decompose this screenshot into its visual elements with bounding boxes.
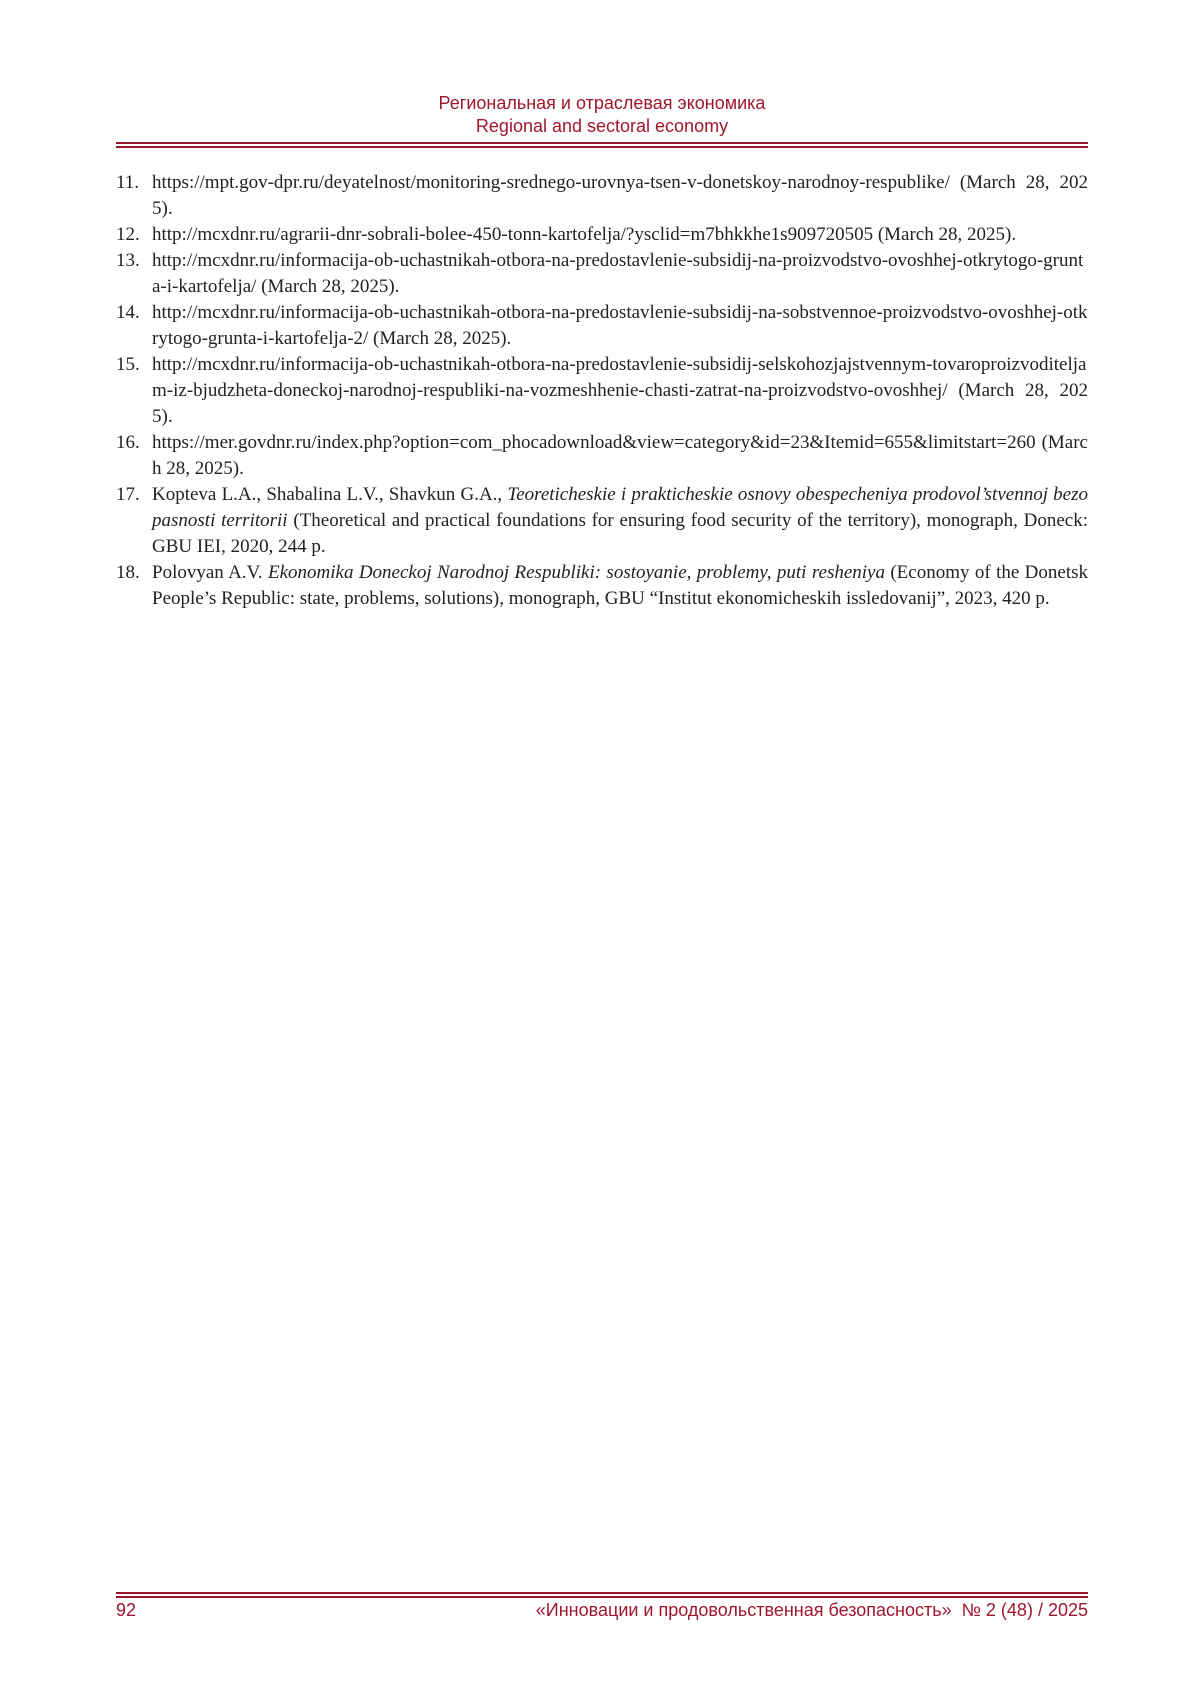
page-number: 92 [116, 1600, 137, 1620]
reference-authors: Kopteva L.A., Shabalina L.V., Shavkun G.A., [152, 484, 508, 505]
reference-number: 14. [116, 302, 140, 323]
reference-text: https://mer.govdnr.ru/index.php?option=com_phocadownload&view=category&id=23&Itemid=655&limitstart=260 (March 28, 2025). [152, 432, 1088, 479]
reference-text: http://mcxdnr.ru/agrarii-dnr-sobrali-bolee-450-tonn-kartofelja/?ysclid=m7bhkkhe1s909720505 (March 28, 2025). [152, 224, 1017, 245]
reference-item [116, 222, 1088, 248]
reference-item [116, 430, 1088, 482]
reference-text [152, 560, 1088, 612]
reference-number: 13. [116, 250, 140, 271]
journal-title: «Инновации и продовольственная безопасность» № 2 (48) / 2025 [535, 1600, 1088, 1620]
reference-item [116, 352, 1088, 430]
reference-number: 17. [116, 484, 140, 505]
reference-text: http://mcxdnr.ru/informacija-ob-uchastnikah-otbora-na-predostavlenie-subsidij-na-proizvodstvo-ovoshhej-otkrytogo-grunta-i-kartofelja/ (March 28, 2025). [152, 250, 1084, 297]
reference-authors: Polovyan A.V. [152, 562, 268, 583]
header-divider [116, 142, 1088, 148]
reference-text [152, 482, 1088, 560]
reference-title: Teoreticheskie i prakticheskie osnovy obespecheniya prodovol’stvennoj bezopasnosti territorii [152, 484, 1088, 531]
reference-number: 16. [116, 432, 140, 453]
reference-text: https://mpt.gov-dpr.ru/deyatelnost/monitoring-srednego-urovnya-tsen-v-donetskoy-narodnoy-respublike/ (March 28, 2025). [152, 172, 1088, 219]
reference-details: (Theoretical and practical foundations for ensuring food security of the territory), monograph, Doneck: GBU IEI, 2020, 244 p. [152, 510, 1089, 557]
reference-details: (Economy of the Donetsk People’s Republic: state, problems, solutions), monograph, GBU “Institut ekonomicheskih issledovanij”, 2023, 420 p. [152, 562, 1088, 609]
reference-text: http://mcxdnr.ru/informacija-ob-uchastnikah-otbora-na-predostavlenie-subsidij-selskohozjajstvennym-tovaroproizvoditeljam-iz-bjudzheta-doneckoj-narodnoj-respubliki-na-vozmeshhenie-chasti-zatrat-na-proizvodstvo-ovoshhej/ (March 28, 2025). [152, 354, 1088, 427]
reference-list [116, 170, 1088, 612]
reference-number: 18. [116, 562, 140, 583]
footer-divider [116, 1592, 1088, 1598]
running-header [116, 92, 1088, 138]
header-title-ru: Региональная и отраслевая экономика [438, 93, 766, 113]
reference-item [116, 482, 1088, 560]
reference-item [116, 300, 1088, 352]
reference-item [116, 248, 1088, 300]
reference-number: 11. [116, 172, 140, 193]
reference-title: Ekonomika Doneckoj Narodnoj Respubliki: sostoyanie, problemy, puti resheniya [267, 562, 885, 583]
reference-number: 15. [116, 354, 140, 375]
reference-text: http://mcxdnr.ru/informacija-ob-uchastnikah-otbora-na-predostavlenie-subsidij-na-sobstvennoe-proizvodstvo-ovoshhej-otkrytogo-grunta-i-kartofelja-2/ (March 28, 2025). [152, 302, 1088, 349]
reference-number: 12. [116, 224, 140, 245]
header-title-en: Regional and sectoral economy [475, 116, 729, 136]
reference-item [116, 560, 1088, 612]
reference-item [116, 170, 1088, 222]
